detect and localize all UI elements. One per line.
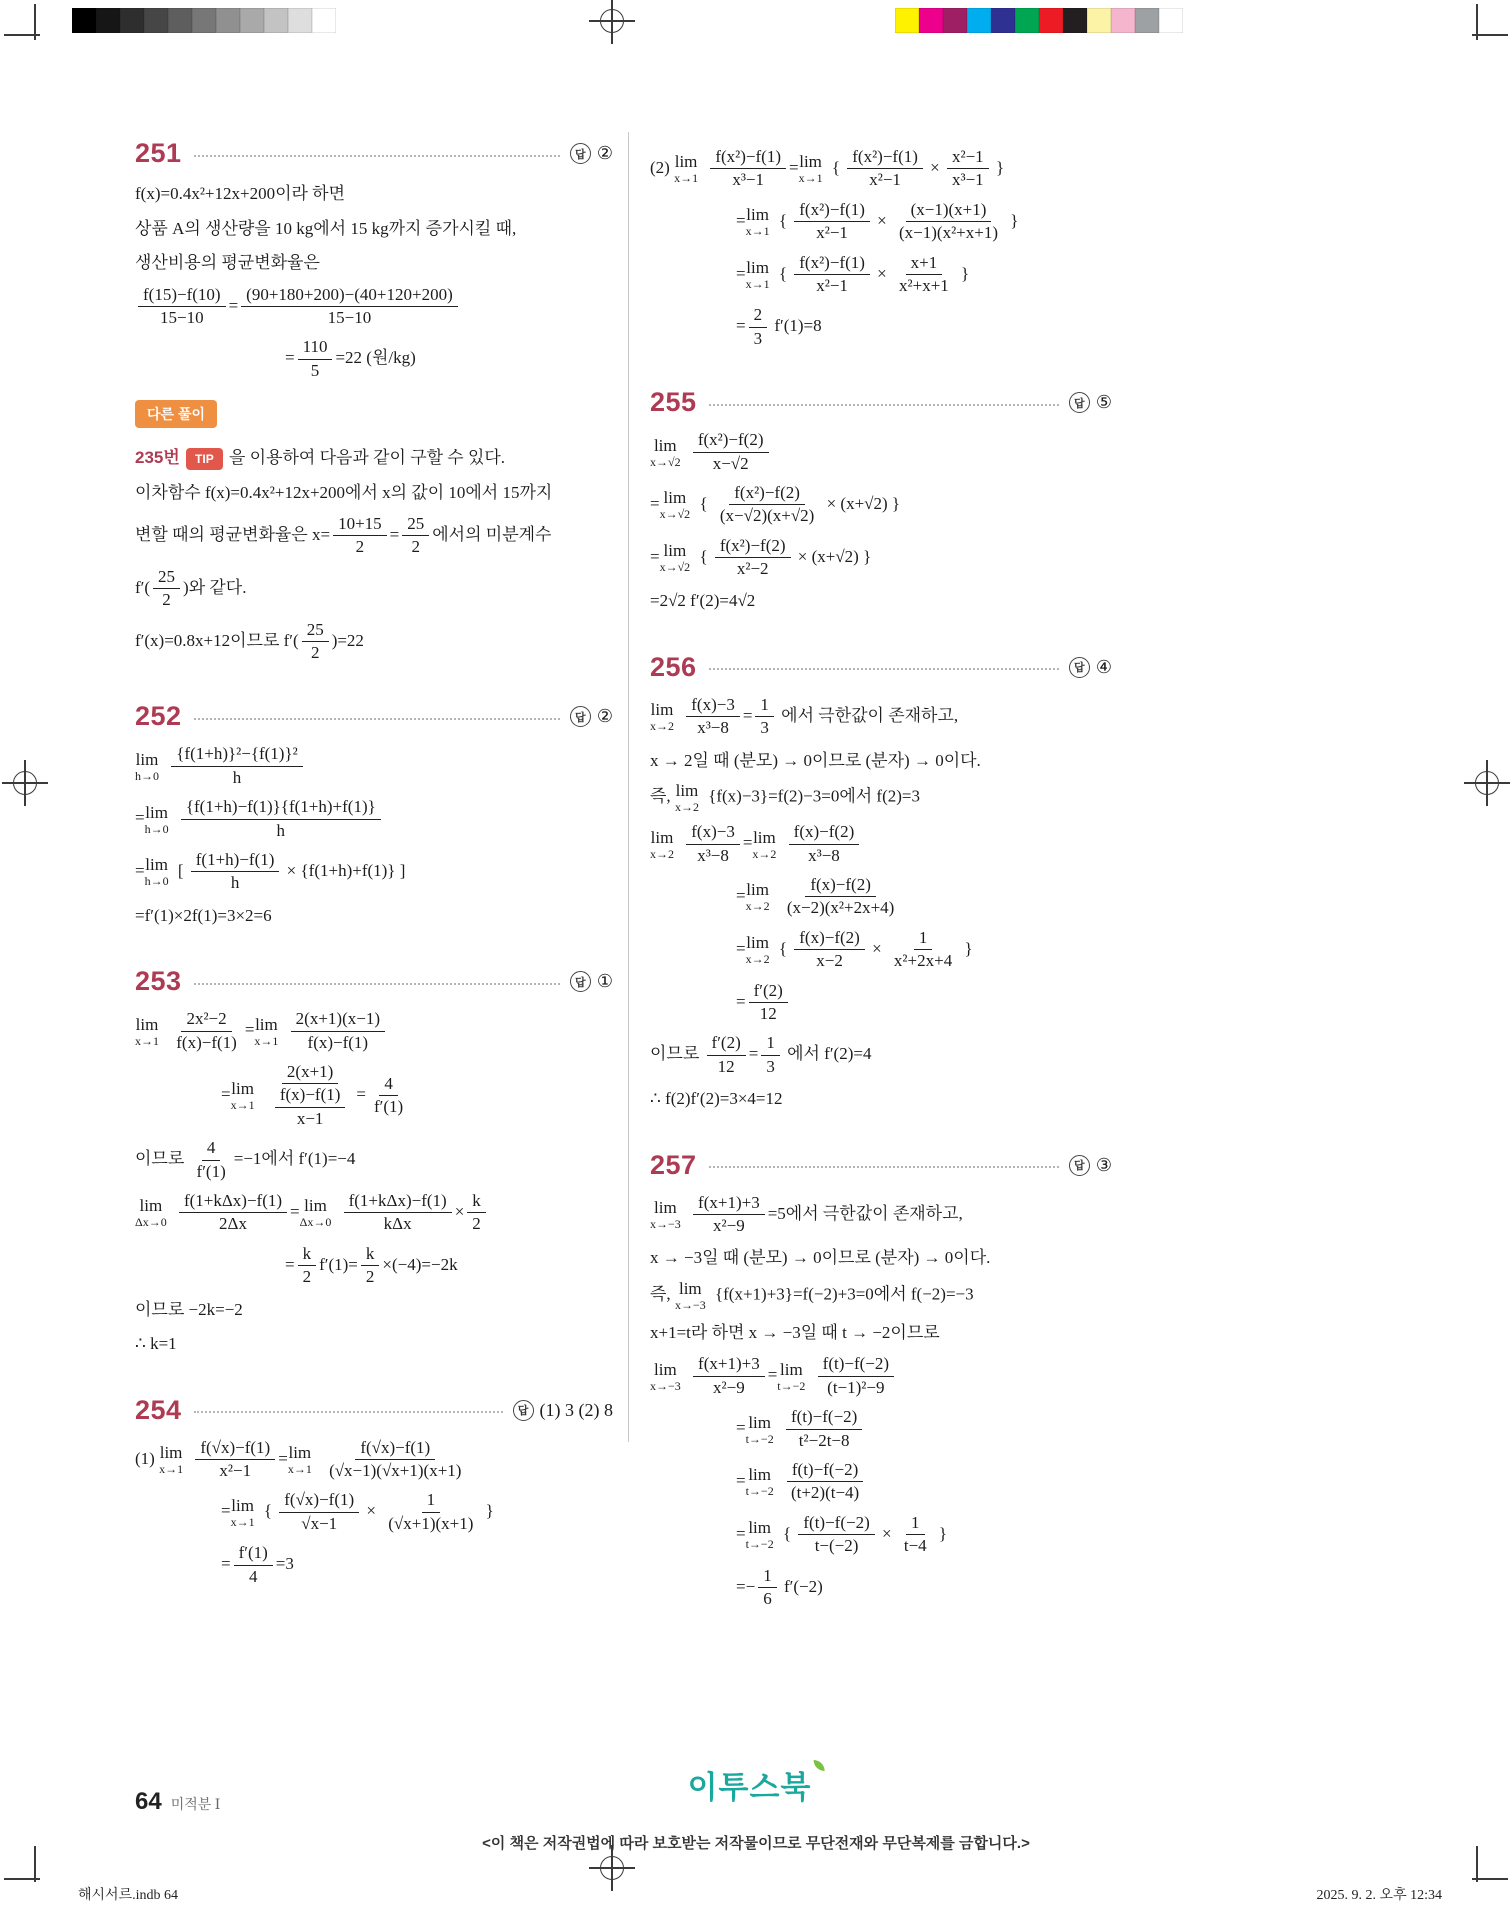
- math-line: = lim x→1 { $\frac{f(√x)-f(1)}{√x-1}$ × $\frac{1}{(√x+1)(x+1)}$ }: [221, 1490, 494, 1533]
- answer-value: ③: [1095, 1154, 1112, 1175]
- calibration-swatch: [216, 8, 240, 33]
- calibration-swatch: [1015, 8, 1039, 33]
- math-line: = lim x→1 { $\frac{\text{f(x²)−f(1)}}{\text{x²−1}}$ × $\frac{(x-1)(x+1)}{\text{(x−1)(x²+x+1)}}$ }: [736, 199, 1019, 243]
- math-line: ∴ f(2)f′(2)=3×4=12: [650, 1089, 783, 1109]
- solution-body: [135, 1438, 613, 1587]
- alternative-solution-badge: 다른 풀이: [135, 400, 217, 428]
- problem-number: 254: [135, 1394, 182, 1425]
- solution-253: [135, 966, 613, 1356]
- page-number-block: [135, 1788, 220, 1816]
- answer-value: ②: [596, 143, 613, 163]
- math-line: =2√2 f′(2)=4√2: [650, 591, 756, 611]
- math-line: 이차함수 f(x)=0.4x²+12x+200에서 x의 값이 10에서 15까지: [135, 482, 553, 502]
- problem-number: 252: [135, 701, 182, 732]
- answer-value: ⑤: [1095, 392, 1112, 413]
- math-line: f′(x)=0.8x+12이므로 f′( $\frac{25}{2}$ )=22: [135, 619, 364, 663]
- math-line: lim x→−3 $\frac{f(x+1)+3}{\text{x²−9}}$ =5에서 극한값이 존재하고,: [650, 1192, 963, 1236]
- left-column: [135, 138, 613, 1625]
- registration-mark-right: [1464, 760, 1510, 806]
- solution-header: [135, 138, 613, 169]
- math-line: (1) lim x→1 $\frac{f(√x)-f(1)}{\text{x²−1}}$ = lim x→1 $\frac{f(√x)-f(1)}{(√x-1)(√x+1)(x+1)}$: [135, 1437, 462, 1480]
- answer: [1069, 1155, 1112, 1176]
- solution-254-part2: [650, 147, 1112, 349]
- grayscale-calibration-bar: [72, 8, 336, 33]
- crop-mark-bottom-left-v: [34, 1846, 36, 1882]
- math-line: 상품 A의 생산량을 10 kg에서 15 kg까지 증가시킬 때,: [135, 218, 517, 238]
- math-line: 즉, lim x→2 {f(x)−3}=f(2)−3=0에서 f(2)=3: [650, 781, 920, 815]
- answer: [570, 971, 613, 992]
- math-line: lim x→2 $\frac{f(x)-3}{\text{x³−8}}$ = lim x→2 $\frac{f(x)-f(2)}{\text{x³−8}}$: [650, 822, 1112, 866]
- dotted-leader: [709, 1166, 1059, 1168]
- math-line: = lim x→√2 { $\frac{\text{f(x²)−f(2)}}{\text{x²−2}}$ × (x+√2) }: [650, 535, 872, 579]
- dotted-leader: [194, 1411, 503, 1413]
- math-line: 변할 때의 평균변화율은 x= $\frac{10+15}{2}$ = $\frac{25}{2}$ 에서의 미분계수: [135, 514, 552, 557]
- calibration-swatch: [1111, 8, 1135, 33]
- math-line: = lim x→2 $\frac{f(x)-f(2)}{\text{(x−2)(x²+2x+4)}}$: [736, 875, 895, 918]
- calibration-swatch: [967, 8, 991, 33]
- solution-257: [650, 1150, 1112, 1610]
- dotted-leader: [194, 718, 560, 720]
- crop-mark-bottom-left-h: [4, 1878, 40, 1880]
- crop-mark-top-left-h: [4, 34, 40, 36]
- answer-value: ②: [596, 706, 613, 727]
- math-line: = lim t→−2 { $\frac{f(t)-f(-2)}{t-(-2)}$ × $\frac{1}{t-4}$ }: [736, 1512, 948, 1556]
- calibration-swatch: [144, 8, 168, 33]
- answer: [513, 1400, 613, 1421]
- column-divider: [628, 132, 629, 1442]
- math-line: = $\frac{2}{3}$ f′(1)=8: [736, 305, 822, 348]
- solution-header: [650, 652, 1112, 683]
- calibration-swatch: [168, 8, 192, 33]
- dotted-leader: [709, 404, 1059, 406]
- math-line: 235번 TIP 을 이용하여 다음과 같이 구할 수 있다.: [135, 445, 613, 471]
- math-line: = lim x→1 { $\frac{\text{f(x²)−f(1)}}{\text{x²−1}}$ × $\frac{x+1}{\text{x²+x+1}}$ }: [736, 252, 970, 295]
- problem-number: 255: [650, 387, 697, 418]
- solution-255: [650, 387, 1112, 614]
- calibration-swatch: [1039, 8, 1063, 33]
- solution-header: [650, 1150, 1112, 1181]
- math-line: lim x→√2 $\frac{\text{f(x²)−f(2)}}{x-√2}$: [650, 430, 1112, 474]
- solution-body: [135, 1009, 613, 1356]
- math-line: 이므로 $\frac{4}{f'(1)}$ =−1에서 f′(1)=−4: [135, 1138, 356, 1181]
- math-line: x+1=t라 하면 x → −3일 때 t → −2이므로: [650, 1322, 940, 1342]
- math-line: f′( $\frac{25}{2}$ )와 같다.: [135, 566, 247, 610]
- leaf-icon: [813, 1760, 824, 1771]
- publisher-logo-text: 이투스북: [687, 1770, 812, 1805]
- calibration-swatch: [120, 8, 144, 33]
- math-line: = lim h→0 $\frac{\{f(1+h)-f(1)\}\{f(1+h)+f(1)\}}{h}$: [135, 797, 613, 841]
- color-calibration-bar: [895, 8, 1183, 33]
- answer-icon: 답: [513, 1400, 534, 1421]
- math-line: lim h→0 $\frac{\text{\{f(1+h)\}²−\{f(1)\}²}}{h}$: [135, 744, 613, 788]
- solution-body: [650, 695, 1112, 1112]
- math-line: 즉, lim x→−3 {f(x+1)+3}=f(−2)+3=0에서 f(−2)=−3: [650, 1278, 974, 1312]
- answer-icon: 답: [570, 143, 591, 164]
- math-line: = $\frac{f'(2)}{12}$: [736, 981, 1112, 1025]
- dotted-leader: [709, 668, 1059, 670]
- calibration-swatch: [1159, 8, 1183, 33]
- math-line: (2) lim x→1 $\frac{\text{f(x²)−f(1)}}{\text{x³−1}}$ = lim x→1 { $\frac{\text{f(x²)−f(1)}}{\text{x²−1}}$ × $\frac{\text{x²−1}}{\text{x³−1}}$ }: [650, 147, 1005, 190]
- page-number: 64: [135, 1788, 162, 1815]
- problem-number: 256: [650, 651, 697, 682]
- math-line: x → −3일 때 (분모) → 0이므로 (분자) → 0이다.: [650, 1248, 991, 1268]
- print-file-info: 해시서르.indb 64: [78, 1888, 178, 1903]
- alternative-solution-body: [135, 445, 613, 663]
- solution-254: [135, 1395, 613, 1587]
- math-line: 생산비용의 평균변화율은: [135, 253, 320, 272]
- math-line: 이므로 −2k=−2: [135, 1299, 243, 1319]
- crop-mark-top-right-h: [1472, 34, 1508, 36]
- calibration-swatch: [264, 8, 288, 33]
- registration-mark-left: [2, 760, 48, 806]
- math-line: = $\frac{f'(1)}{4}$ =3: [221, 1543, 294, 1586]
- calibration-swatch: [312, 8, 336, 33]
- calibration-swatch: [895, 8, 919, 33]
- answer: [1069, 392, 1112, 413]
- book-subject: 미적분 Ⅰ: [170, 1798, 221, 1813]
- answer-icon: 답: [1069, 392, 1090, 413]
- answer: [570, 143, 613, 164]
- print-timestamp: 2025. 9. 2. 오후 12:34: [1316, 1888, 1442, 1903]
- crop-mark-bottom-right-v: [1476, 1846, 1478, 1882]
- math-line: 이므로 $\frac{f'(2)}{12}$ = $\frac{1}{3}$ 에서 f′(2)=4: [650, 1033, 872, 1076]
- math-line: lim x→−3 $\frac{f(x+1)+3}{\text{x²−9}}$ = lim t→−2 $\frac{f(t)-f(-2)}{\text{(t−1)²−9}}$: [650, 1354, 1112, 1398]
- answer-value: ④: [1095, 656, 1112, 677]
- math-line: = lim x→1 $\frac{2(x+1)}{\frac{f(x)-f(1)}{x-1}}$ = $\frac{4}{f'(1)}$: [221, 1062, 404, 1128]
- solution-header: [135, 966, 613, 997]
- math-line: $\frac{f(15)-f(10)}{15-10}$ = $\frac{(90+180+200)-(40+120+200)}{15-10}$: [135, 285, 613, 329]
- answer: [1069, 657, 1112, 678]
- math-line: =f′(1)×2f(1)=3×2=6: [135, 905, 272, 925]
- problem-number: 257: [650, 1149, 697, 1180]
- solution-body: [650, 147, 1112, 349]
- right-column: [650, 138, 1112, 1647]
- registration-mark-top: [589, 0, 635, 44]
- math-line: = $\frac{k}{2}$ f′(1)= $\frac{k}{2}$ ×(−4)=−2k: [285, 1243, 458, 1287]
- calibration-swatch: [240, 8, 264, 33]
- answer: [570, 706, 613, 727]
- calibration-swatch: [1087, 8, 1111, 33]
- solution-256: [650, 652, 1112, 1112]
- math-line: =− $\frac{1}{6}$ f′(−2): [736, 1565, 823, 1608]
- calibration-swatch: [288, 8, 312, 33]
- calibration-swatch: [991, 8, 1015, 33]
- problem-number: 253: [135, 966, 182, 997]
- calibration-swatch: [1063, 8, 1087, 33]
- calibration-swatch: [943, 8, 967, 33]
- math-line: = lim x→2 { $\frac{f(x)-f(2)}{x-2}$ × $\frac{1}{\text{x²+2x+4}}$ }: [736, 927, 973, 971]
- calibration-swatch: [192, 8, 216, 33]
- math-line: f(x)=0.4x²+12x+200이라 하면: [135, 184, 346, 203]
- calibration-swatch: [72, 8, 96, 33]
- answer-value: ①: [596, 971, 613, 992]
- solution-body: [135, 744, 613, 928]
- solution-body: [650, 1193, 1112, 1610]
- math-line: lim x→1 $\frac{\text{2x²−2}}{f(x)-f(1)}$ = lim x→1 $\frac{2(x+1)(x-1)}{f(x)-f(1)}$: [135, 1009, 613, 1053]
- calibration-swatch: [919, 8, 943, 33]
- answer-icon: 답: [570, 971, 591, 992]
- dotted-leader: [194, 155, 560, 157]
- solution-header: [650, 387, 1112, 418]
- math-line: ∴ k=1: [135, 1334, 177, 1354]
- math-line: = lim t→−2 $\frac{f(t)-f(-2)}{\text{t²−2t−8}}$: [736, 1407, 1112, 1451]
- crop-mark-bottom-right-h: [1472, 1878, 1508, 1880]
- math-line: = lim x→√2 { $\frac{\text{f(x²)−f(2)}}{(x-√2)(x+√2)}$ × (x+√2) }: [650, 482, 901, 526]
- calibration-swatch: [96, 8, 120, 33]
- dotted-leader: [194, 983, 560, 985]
- calibration-swatch: [1135, 8, 1159, 33]
- answer-icon: 답: [570, 706, 591, 727]
- publisher-logo: [688, 1762, 825, 1807]
- math-line: = lim h→0 [ $\frac{f(1+h)-f(1)}{h}$ × {f(1+h)+f(1)} ]: [135, 849, 406, 893]
- answer-icon: 답: [1069, 657, 1090, 678]
- math-line: = lim t→−2 $\frac{f(t)-f(-2)}{(t+2)(t-4)}$: [736, 1460, 1112, 1504]
- math-line: x → 2일 때 (분모) → 0이므로 (분자) → 0이다.: [650, 750, 981, 770]
- math-line: lim x→2 $\frac{f(x)-3}{\text{x³−8}}$ = $\frac{1}{3}$ 에서 극한값이 존재하고,: [650, 694, 959, 738]
- problem-number: 251: [135, 138, 182, 168]
- solution-251: [135, 138, 613, 663]
- solution-header: [135, 701, 613, 732]
- answer-icon: 답: [1069, 1155, 1090, 1176]
- solution-body: [135, 181, 613, 381]
- copyright-notice: <이 책은 저작권법에 따라 보호받는 저작물이므로 무단전재와 무단복제를 금합니다.>: [482, 1835, 1030, 1852]
- answer-value: (1) 3 (2) 8: [539, 1399, 613, 1420]
- solution-252: [135, 701, 613, 928]
- solution-body: [650, 430, 1112, 614]
- math-line: = $\frac{110}{5}$ =22 (원/kg): [285, 337, 416, 380]
- math-line: lim Δx→0 $\frac{\text{f(1+kΔx)−f(1)}}{2\Delta x}$ = lim Δx→0 $\frac{\text{f(1+kΔx)−f(1)}}{\text{kΔx}}$ × $\frac{k}{2}$: [135, 1191, 613, 1235]
- solution-header: [135, 1395, 613, 1426]
